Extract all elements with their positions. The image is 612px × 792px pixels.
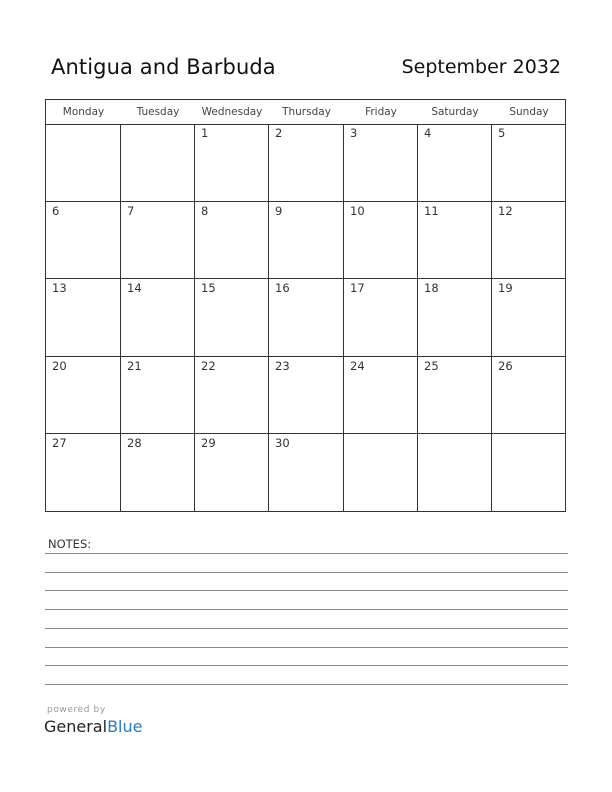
weekday-tuesday: Tuesday — [136, 106, 180, 118]
day-cell — [344, 434, 418, 512]
day-number: 15 — [201, 281, 216, 296]
weekday-sunday: Sunday — [509, 106, 549, 118]
day-cell — [418, 202, 492, 280]
calendar-grid — [45, 99, 566, 512]
day-cell — [492, 124, 566, 202]
weekday-friday: Friday — [365, 106, 397, 118]
note-line — [45, 647, 568, 648]
weekday-thursday: Thursday — [282, 106, 331, 118]
day-number: 10 — [350, 203, 365, 218]
day-cell — [418, 434, 492, 512]
day-cell — [344, 279, 418, 357]
note-line — [45, 684, 568, 685]
brand-blue: Blue — [107, 717, 143, 736]
note-line — [45, 553, 568, 554]
day-cell — [344, 124, 418, 202]
note-line — [45, 665, 568, 666]
day-cell — [418, 124, 492, 202]
day-cell — [492, 434, 566, 512]
day-cell — [121, 279, 195, 357]
day-number: 1 — [201, 126, 209, 140]
day-cell — [46, 434, 121, 512]
day-number: 24 — [350, 358, 365, 373]
day-number: 21 — [127, 358, 142, 373]
day-number: 7 — [127, 203, 135, 218]
day-number: 19 — [498, 281, 513, 296]
day-number: 17 — [350, 281, 365, 296]
day-cell — [46, 202, 121, 280]
day-cell — [269, 357, 344, 435]
day-number: 30 — [275, 436, 290, 451]
day-cell — [46, 357, 121, 435]
day-number: 11 — [424, 203, 439, 218]
day-cell — [195, 124, 269, 202]
note-line — [45, 609, 568, 610]
day-number: 13 — [52, 281, 67, 296]
day-number: 29 — [201, 436, 216, 451]
weekday-monday: Monday — [62, 106, 105, 118]
day-cell — [492, 279, 566, 357]
day-cell — [195, 202, 269, 280]
day-number: 18 — [424, 281, 439, 296]
day-number: 28 — [127, 436, 142, 451]
note-line — [45, 590, 568, 591]
month-year-title: September 2032 — [401, 56, 561, 78]
note-line — [45, 572, 568, 573]
day-cell — [344, 357, 418, 435]
day-cell — [121, 202, 195, 280]
day-cell — [269, 434, 344, 512]
day-cell — [492, 202, 566, 280]
weekday-header-row — [46, 100, 565, 125]
day-number: 16 — [275, 281, 290, 296]
day-cell — [344, 202, 418, 280]
day-cell — [46, 124, 121, 202]
brand-general: General — [44, 717, 108, 736]
day-cell — [418, 357, 492, 435]
note-line — [45, 628, 568, 629]
weekday-saturday: Saturday — [431, 106, 479, 118]
day-cell — [121, 357, 195, 435]
day-number: 25 — [424, 358, 439, 373]
day-number: 2 — [275, 126, 283, 140]
day-cell — [121, 434, 195, 512]
country-title: Antigua and Barbuda — [51, 55, 276, 79]
day-cell — [492, 357, 566, 435]
day-number: 9 — [275, 203, 283, 218]
day-number: 27 — [52, 436, 67, 451]
day-cell — [195, 434, 269, 512]
day-cell — [418, 279, 492, 357]
day-number: 23 — [275, 358, 290, 373]
generalblue-logo — [44, 717, 142, 736]
day-number: 22 — [201, 358, 216, 373]
weekday-wednesday: Wednesday — [201, 106, 263, 118]
day-number: 14 — [127, 281, 142, 296]
day-cell — [195, 357, 269, 435]
day-number: 6 — [52, 203, 60, 218]
powered-by-text: powered by — [47, 705, 106, 715]
day-number: 20 — [52, 358, 67, 373]
day-cell — [269, 124, 344, 202]
day-cell — [269, 279, 344, 357]
day-number: 3 — [350, 126, 358, 140]
day-number: 4 — [424, 126, 432, 140]
day-cell — [195, 279, 269, 357]
day-cell — [121, 124, 195, 202]
day-number: 12 — [498, 203, 513, 218]
day-cell — [269, 202, 344, 280]
day-cell — [46, 279, 121, 357]
day-number: 26 — [498, 358, 513, 373]
notes-label: NOTES: — [48, 537, 92, 551]
day-number: 5 — [498, 126, 506, 140]
day-number: 8 — [201, 203, 209, 218]
